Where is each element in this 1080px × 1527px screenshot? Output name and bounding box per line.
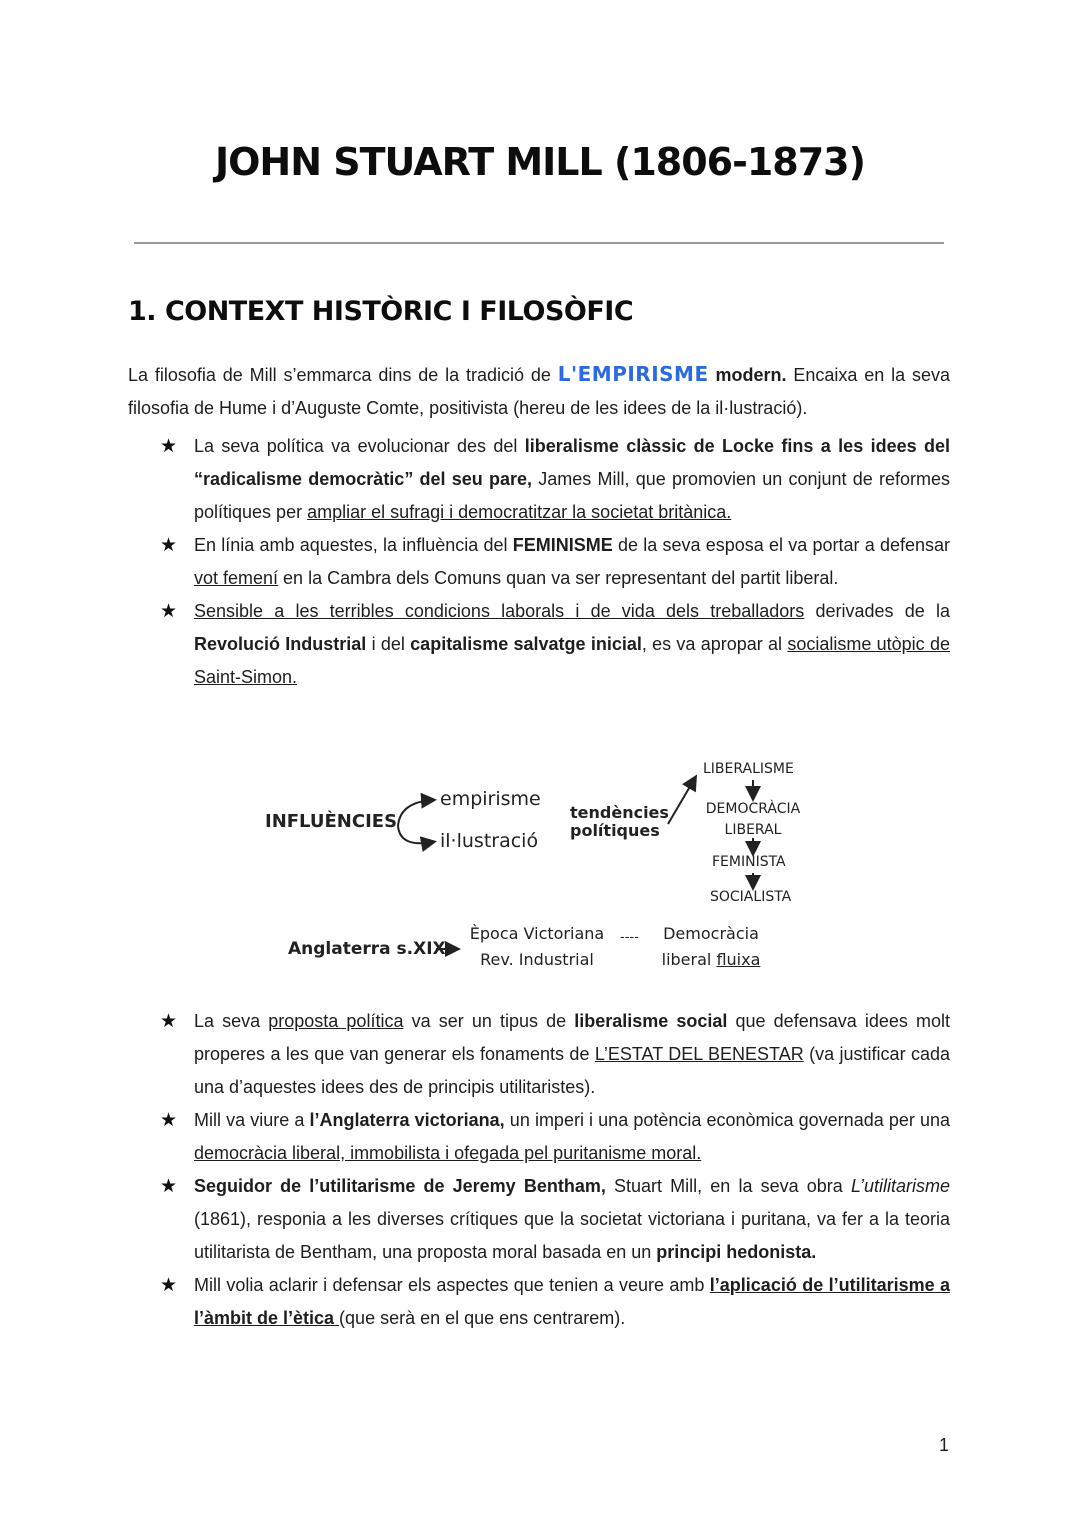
page-number: 1	[938, 1435, 949, 1455]
democracia-liberal-label: DEMOCRÀCIA LIBERAL	[705, 801, 801, 838]
arrow-to-liberalisme	[668, 778, 695, 824]
list-item: ★ Mill va viure a l’Anglaterra victoriana, un imperi i una potència econòmica governada per una democràcia liberal, immobilista i ofegada pel puritanisme moral.	[160, 1104, 950, 1170]
intro-paragraph: La filosofia de Mill s’emmarca dins de la tradició de L'EMPIRISME modern. Encaixa en la seva filosofia de Hume i d’Auguste Comte, positivista (hereu de les idees de la il·lustració).	[128, 362, 951, 418]
list-item: ★ La seva proposta política va ser un tipus de liberalisme social que defensava idees molt properes a les que van generar els fonaments de L’ESTAT DEL BENESTAR (va justificar cada una d’aquestes idees des de principis utilitaristes).	[160, 1005, 950, 1104]
tendencies-label: tendències polítiques	[570, 803, 669, 840]
star-icon: ★	[160, 1176, 178, 1197]
list-item: ★ Sensible a les terribles condicions laborals i de vida dels treballadors derivades de la Revolució Industrial i del capitalisme salvatge inicial, es va apropar al socialisme utòpic de Saint-Simon.	[160, 595, 950, 694]
empirisme-highlight: L'EMPIRISME	[557, 362, 709, 386]
list-item: ★ Seguidor de l’utilitarisme de Jeremy Bentham, Stuart Mill, en la seva obra L’utilitarisme (1861), responia a les diverses crítiques que la societat victoriana i puritana, va fer a la teoria utilitarista de Bentham, una proposta moral basada en un principi hedonista.	[160, 1170, 950, 1269]
illustracio-label: il·lustració	[440, 830, 539, 852]
page-title: JOHN STUART MILL (1806-1873)	[214, 140, 865, 184]
star-icon: ★	[160, 535, 178, 556]
star-icon: ★	[160, 1110, 178, 1131]
influences-diagram	[240, 750, 840, 980]
section-heading: 1. CONTEXT HISTÒRIC I FILOSÒFIC	[128, 296, 634, 327]
arrow-to-illustracio	[398, 826, 433, 843]
horizontal-rule	[134, 242, 944, 244]
feminista-label: FEMINISTA	[712, 854, 786, 870]
proposal-bullet-list	[160, 1005, 950, 1335]
list-item: ★ Mill volia aclarir i defensar els aspectes que tenien a veure amb l’aplicació de l’utilitarisme a l’àmbit de l’ètica (que serà en el que ens centrarem).	[160, 1269, 950, 1335]
empirisme-label: empirisme	[440, 788, 541, 810]
star-icon: ★	[160, 436, 178, 457]
star-icon: ★	[160, 1011, 178, 1032]
list-item: ★ En línia amb aquestes, la influència del FEMINISME de la seva esposa el va portar a defensar vot femení en la Cambra dels Comuns quan va ser representant del partit liberal.	[160, 529, 950, 595]
dash-separator: ----	[620, 930, 639, 945]
epoca-label: Època Victoriana Rev. Industrial	[469, 924, 605, 969]
influencies-label: INFLUÈNCIES	[265, 811, 398, 832]
democracia-fluixa-label: Democràcia liberal fluixa	[661, 924, 761, 969]
star-icon: ★	[160, 1275, 178, 1296]
list-item: ★ La seva política va evolucionar des del liberalisme clàssic de Locke fins a les idees del “radicalisme democràtic” del seu pare, James Mill, que promovien un conjunt de reformes polítiques per ampliar el sufragi i democratitzar la societat britànica.	[160, 430, 950, 529]
star-icon: ★	[160, 601, 178, 622]
arrow-to-empirisme	[398, 800, 433, 826]
anglaterra-label: Anglaterra s.XIX	[288, 939, 446, 959]
context-bullet-list	[160, 430, 950, 694]
liberalisme-label: LIBERALISME	[703, 761, 794, 777]
socialista-label: SOCIALISTA	[710, 889, 792, 905]
